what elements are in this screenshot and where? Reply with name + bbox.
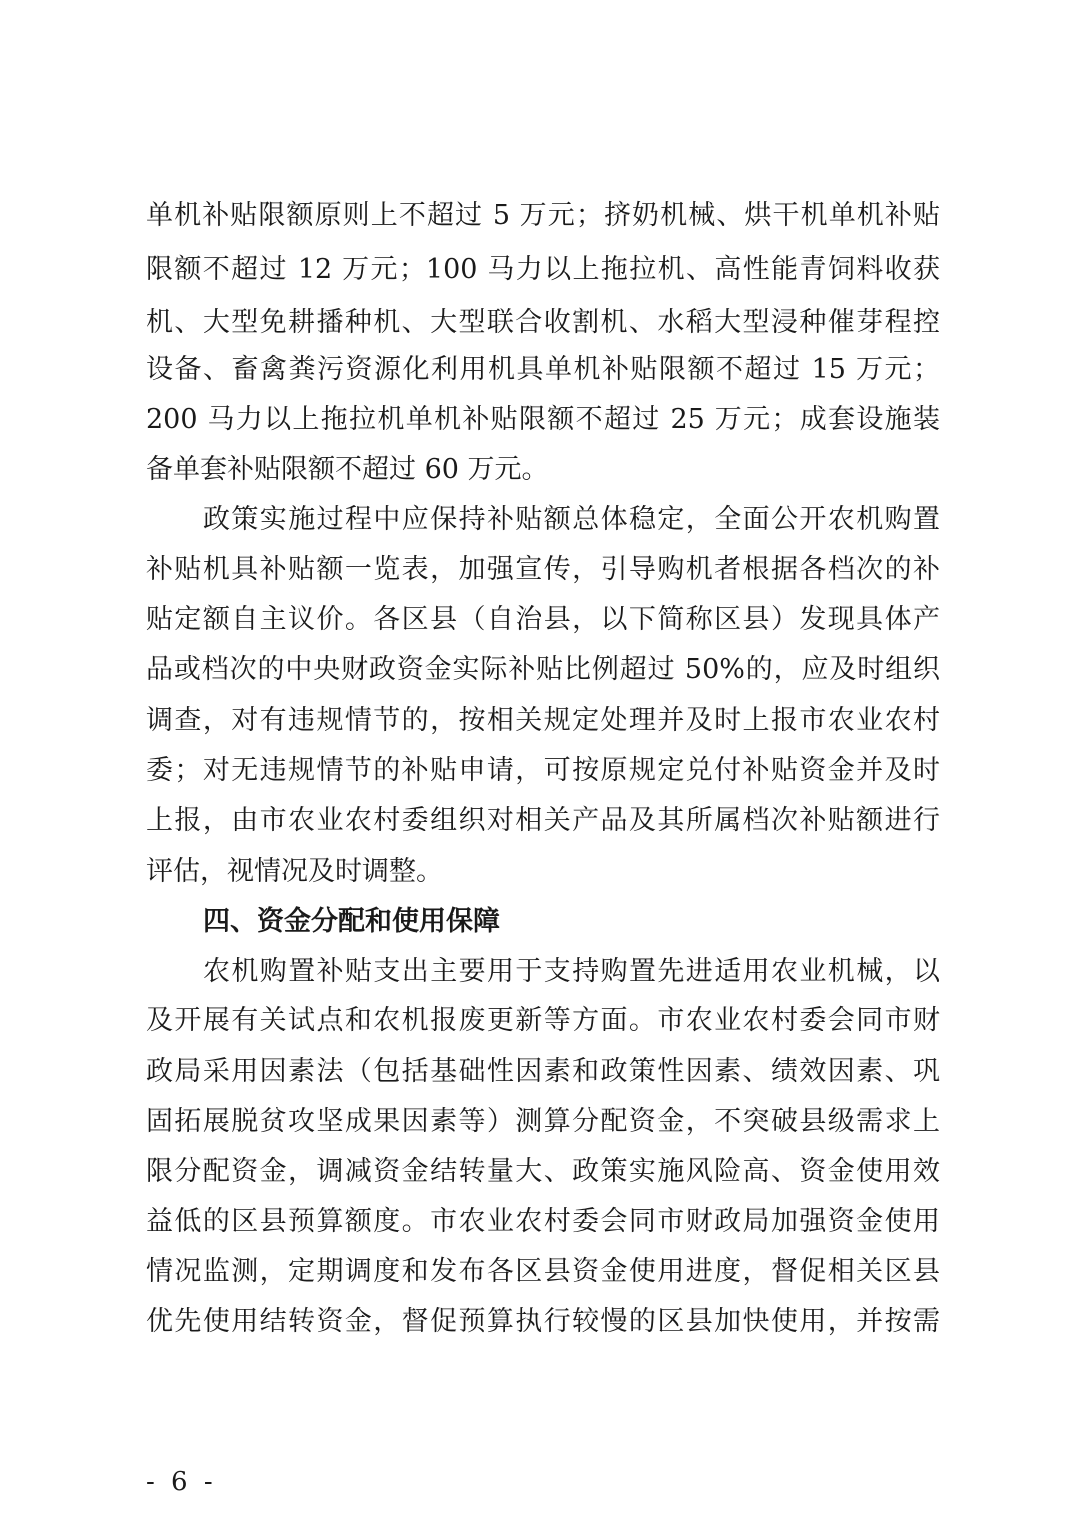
paragraph-line: 优先使用结转资金，督促预算执行较慢的区县加快使用，并按需 (146, 1306, 940, 1337)
paragraph-line: 评估，视情况及时调整。 (146, 856, 443, 887)
section-heading: 四、资金分配和使用保障 (203, 906, 500, 937)
paragraph-line: 农机购置补贴支出主要用于支持购置先进适用农业机械，以 (203, 956, 940, 987)
paragraph-line: 委；对无违规情节的补贴申请，可按原规定兑付补贴资金并及时 (146, 755, 940, 786)
paragraph-line: 补贴机具补贴额一览表，加强宣传，引导购机者根据各档次的补 (146, 554, 940, 585)
paragraph-line: 限分配资金，调减资金结转量大、政策实施风险高、资金使用效 (146, 1156, 940, 1187)
page-number: - 6 - (146, 1467, 217, 1497)
paragraph-line: 限额不超过 12 万元；100 马力以上拖拉机、高性能青饲料收获 (146, 254, 940, 285)
paragraph-line: 200 马力以上拖拉机单机补贴限额不超过 25 万元；成套设施装 (146, 404, 940, 435)
paragraph-line: 设备、畜禽粪污资源化利用机具单机补贴限额不超过 15 万元； (146, 354, 940, 385)
paragraph-line: 品或档次的中央财政资金实际补贴比例超过 50%的，应及时组织 (146, 654, 940, 685)
paragraph-line: 单机补贴限额原则上不超过 5 万元；挤奶机械、烘干机单机补贴 (146, 200, 940, 231)
paragraph-line: 机、大型免耕播种机、大型联合收割机、水稻大型浸种催芽程控 (146, 307, 940, 338)
paragraph-line: 贴定额自主议价。各区县（自治县，以下简称区县）发现具体产 (146, 604, 940, 635)
paragraph-line: 益低的区县预算额度。市农业农村委会同市财政局加强资金使用 (146, 1206, 940, 1237)
paragraph-line: 及开展有关试点和农机报废更新等方面。市农业农村委会同市财 (146, 1005, 940, 1036)
paragraph-line: 情况监测，定期调度和发布各区县资金使用进度，督促相关区县 (146, 1256, 940, 1287)
paragraph-line: 上报，由市农业农村委组织对相关产品及其所属档次补贴额进行 (146, 805, 940, 836)
paragraph-line: 政局采用因素法（包括基础性因素和政策性因素、绩效因素、巩 (146, 1056, 940, 1087)
paragraph-line: 备单套补贴限额不超过 60 万元。 (146, 454, 549, 485)
paragraph-line: 政策实施过程中应保持补贴额总体稳定，全面公开农机购置 (203, 504, 940, 535)
paragraph-line: 固拓展脱贫攻坚成果因素等）测算分配资金，不突破县级需求上 (146, 1106, 940, 1137)
paragraph-line: 调查，对有违规情节的，按相关规定处理并及时上报市农业农村 (146, 705, 940, 736)
